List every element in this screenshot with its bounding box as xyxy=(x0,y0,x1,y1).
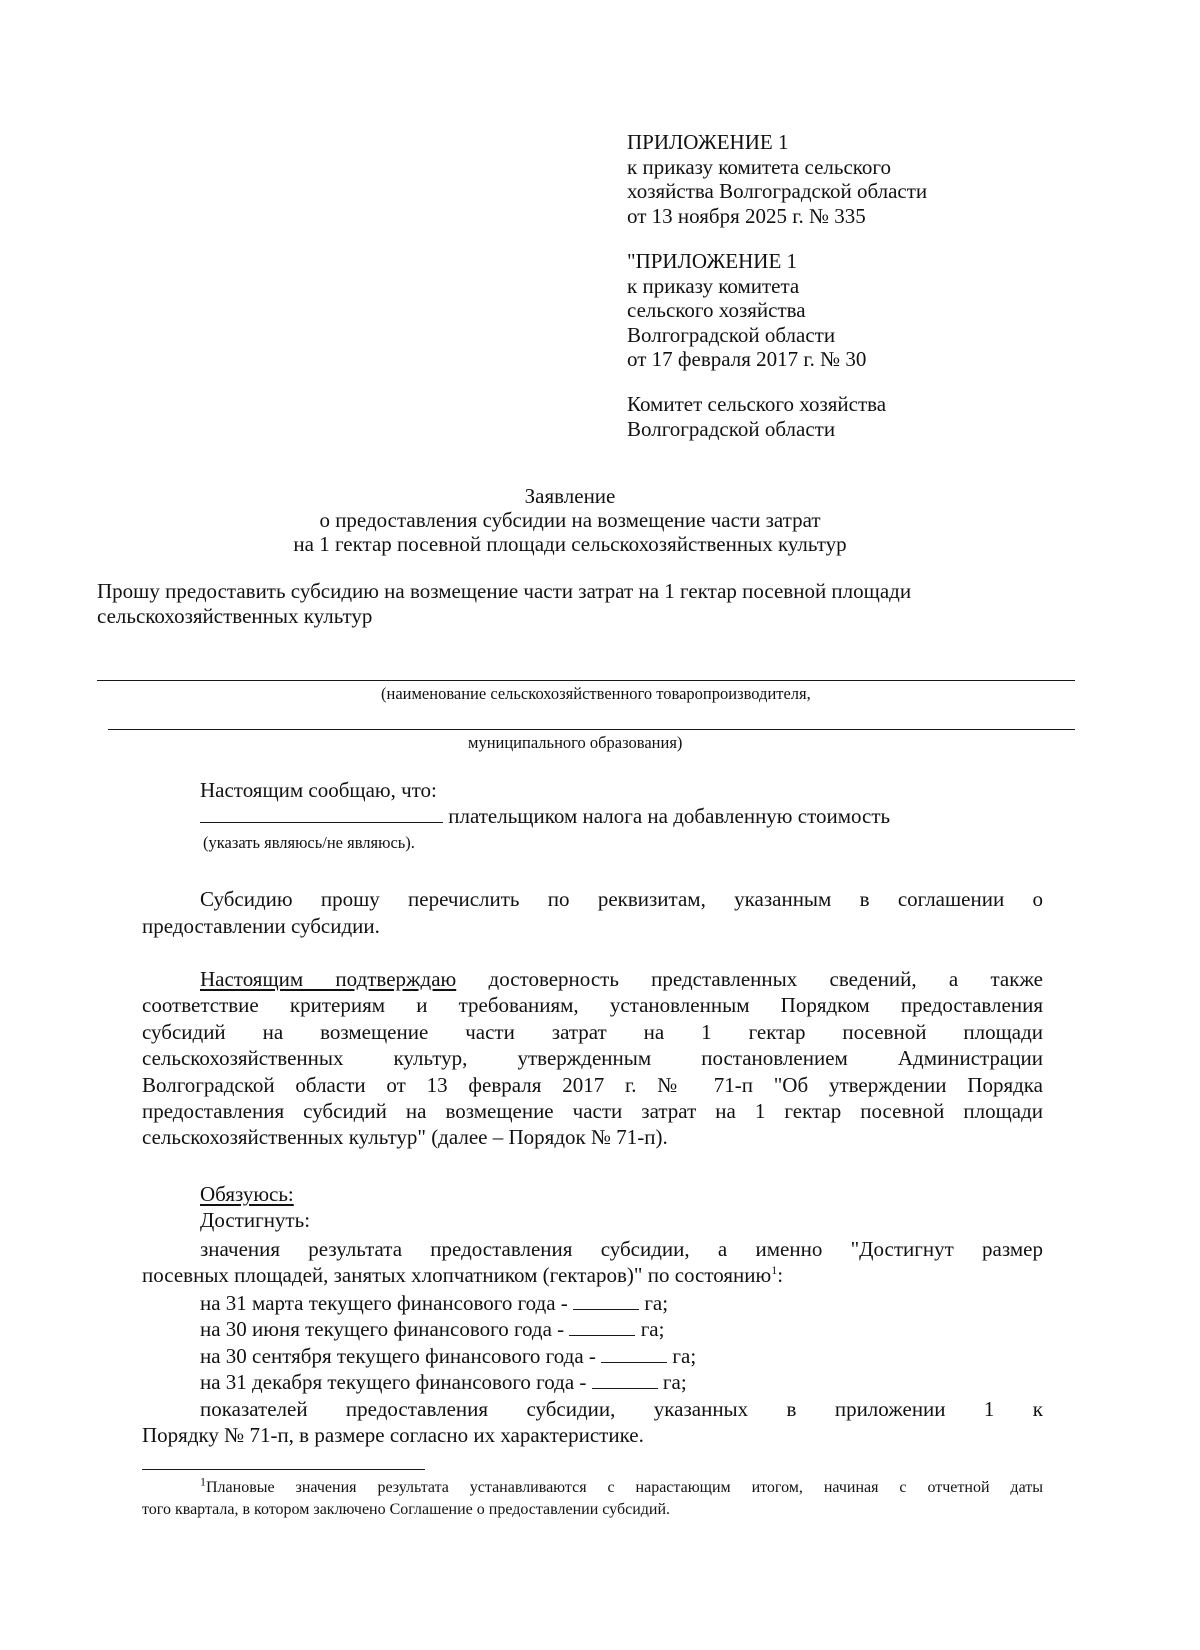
unit-label: га; xyxy=(640,1317,665,1342)
target-dates-list xyxy=(200,1290,696,1396)
obligations-heading: Обязуюсь: xyxy=(200,1182,294,1206)
confirm-line: предоставления субсидий на возмещение части затрат на 1 гектар посевной площади xyxy=(142,1099,1043,1124)
transfer-paragraph xyxy=(142,886,1043,940)
appendix-title: ПРИЛОЖЕНИЕ 1 xyxy=(627,130,789,154)
target-date: на 30 июня текущего финансового года - xyxy=(200,1317,565,1342)
result-line: значения результата предоставления субсидии, а именно "Достигнут размер xyxy=(200,1237,1043,1261)
footnote-line xyxy=(142,1474,1043,1499)
target-value-field[interactable] xyxy=(573,1291,639,1310)
footnote-separator xyxy=(142,1469,425,1470)
result-line xyxy=(142,1262,1043,1288)
request-line: сельскохозяйственных культур xyxy=(97,604,373,628)
confirm-line: субсидий на возмещение части затрат на 1 гектар посевной площади xyxy=(142,1019,1043,1044)
notice-intro: Настоящим сообщаю, что: xyxy=(200,778,437,802)
target-row-june xyxy=(200,1316,696,1342)
appendix-header-current xyxy=(627,130,927,228)
unit-label: га; xyxy=(672,1343,697,1368)
addressee xyxy=(627,392,886,441)
target-value-field[interactable] xyxy=(592,1370,658,1389)
target-date: на 31 марта текущего финансового года - xyxy=(200,1291,568,1315)
target-row-december xyxy=(200,1369,696,1395)
indicators-line: показателей предоставления субсидии, указанных в приложении 1 к xyxy=(200,1397,1043,1421)
confirm-rest: достоверность представленных сведений, а также xyxy=(456,967,1043,991)
unit-label: га; xyxy=(662,1370,687,1395)
appendix-line: к приказу комитета xyxy=(627,273,800,298)
target-value-field[interactable] xyxy=(601,1344,667,1363)
appendix-line: сельского хозяйства xyxy=(627,298,806,322)
appendix-line: хозяйства Волгоградской области xyxy=(627,179,928,203)
vat-status-field[interactable] xyxy=(200,804,443,823)
request-paragraph xyxy=(97,579,911,629)
addressee-line: Комитет сельского хозяйства xyxy=(627,392,887,416)
target-row-september xyxy=(200,1343,696,1369)
appendix-line: от 17 февраля 2017 г. № 30 xyxy=(627,347,867,371)
confirm-line xyxy=(142,966,1043,992)
confirm-line: сельскохозяйственных культур, утвержденным постановлением Администрации xyxy=(142,1046,1043,1071)
confirm-line: Волгоградской области от 13 февраля 2017 г. № 71-п "Об утверждении Порядка xyxy=(142,1072,1043,1097)
target-value-field[interactable] xyxy=(569,1317,635,1336)
confirmation-paragraph xyxy=(142,966,1043,1151)
footnote-reference[interactable]: 1 xyxy=(771,1263,778,1278)
title-line: на 1 гектар посевной площади сельскохозяйственных культур xyxy=(293,532,847,556)
transfer-line: предоставлении субсидии. xyxy=(142,914,380,938)
producer-name-field[interactable] xyxy=(97,680,1075,681)
vat-status-text: плательщиком налога на добавленную стоимость xyxy=(448,804,891,828)
producer-caption: (наименование сельскохозяйственного товаропроизводителя, xyxy=(381,684,811,703)
vat-status-hint: (указать являюсь/не являюсь). xyxy=(203,833,415,852)
appendix-title: "ПРИЛОЖЕНИЕ 1 xyxy=(627,249,798,273)
result-text: посевных площадей, занятых хлопчатником (гектаров)" по состоянию xyxy=(142,1263,772,1288)
confirm-line: сельскохозяйственных культур" (далее – Порядок № 71-п). xyxy=(142,1125,668,1150)
footnote-mark: 1 xyxy=(200,1474,206,1489)
footnote-line: того квартала, в котором заключено Соглашение о предоставлении субсидий. xyxy=(142,1501,671,1518)
target-date: на 31 декабря текущего финансового года - xyxy=(200,1370,587,1395)
municipality-field[interactable] xyxy=(108,729,1075,730)
vat-status-row xyxy=(200,804,890,829)
confirm-underlined: Настоящим подтверждаю xyxy=(200,967,457,991)
appendix-line: от 13 ноября 2025 г. № 335 xyxy=(627,203,866,228)
achieve-label: Достигнуть: xyxy=(200,1208,311,1232)
municipality-caption: муниципального образования) xyxy=(468,733,683,752)
footnote-text: Плановые значения результата устанавливаются с нарастающим итогом, начиная с отчетной даты xyxy=(206,1479,1043,1496)
document-title xyxy=(0,484,1140,556)
indicators-line: Порядку № 71-п, в размере согласно их характеристике. xyxy=(142,1423,644,1448)
request-line: Прошу предоставить субсидию на возмещение части затрат на 1 гектар посевной площади xyxy=(97,579,912,603)
footnote xyxy=(142,1474,1043,1521)
transfer-line: Субсидию прошу перечислить по реквизитам, указанным в соглашении о xyxy=(200,887,1043,911)
title-line: Заявление xyxy=(524,484,616,508)
addressee-line: Волгоградской области xyxy=(627,416,836,441)
title-line: о предоставления субсидии на возмещение части затрат xyxy=(319,508,821,532)
result-paragraph xyxy=(142,1236,1043,1289)
confirm-line: соответствие критериям и требованиям, установленным Порядком предоставления xyxy=(142,993,1043,1018)
result-colon: : xyxy=(777,1263,784,1288)
target-date: на 30 сентября текущего финансового года - xyxy=(200,1343,596,1368)
unit-label: га; xyxy=(644,1291,669,1315)
appendix-line: Волгоградской области xyxy=(627,322,836,347)
appendix-line: к приказу комитета сельского xyxy=(627,154,892,179)
appendix-header-original xyxy=(627,249,866,372)
indicators-paragraph xyxy=(142,1396,1043,1449)
target-row-march xyxy=(200,1290,696,1316)
